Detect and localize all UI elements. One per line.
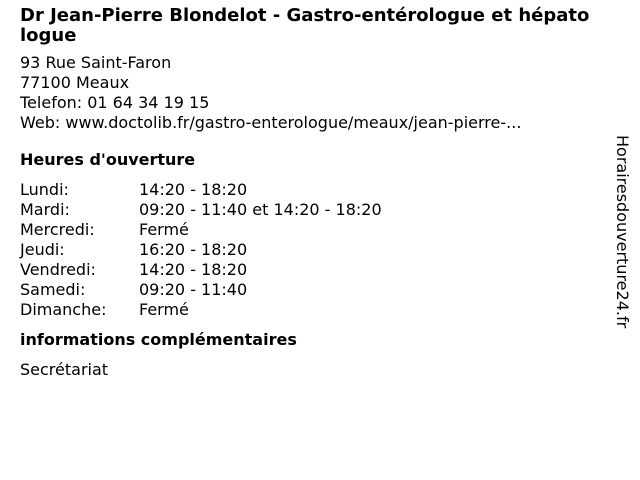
time-value: 16:20 - 18:20 [139, 240, 248, 259]
street-address: 93 Rue Saint-Faron [20, 53, 172, 72]
time-value: Fermé [139, 300, 189, 319]
time-value: Fermé [139, 220, 189, 239]
day-label: Vendredi: [20, 260, 96, 279]
day-label: Lundi: [20, 180, 69, 199]
watermark-container [610, 135, 634, 375]
hours-row-wednesday [20, 220, 590, 240]
time-value: 09:20 - 11:40 et 14:20 - 18:20 [139, 200, 382, 219]
site-watermark: Horairesdouverture24.fr [613, 135, 632, 329]
hours-row-friday [20, 260, 590, 280]
day-label: Samedi: [20, 280, 86, 299]
additional-info-heading: informations complémentaires [20, 330, 297, 349]
day-label: Mardi: [20, 200, 70, 219]
page-title: Dr Jean-Pierre Blondelot - Gastro-entérologue et hépatologue [20, 5, 590, 46]
day-label: Jeudi: [20, 240, 65, 259]
hours-row-tuesday [20, 200, 590, 220]
day-label: Mercredi: [20, 220, 95, 239]
phone-number: Telefon: 01 64 34 19 15 [20, 93, 210, 112]
city-postal: 77100 Meaux [20, 73, 130, 92]
time-value: 09:20 - 11:40 [139, 280, 248, 299]
address-block [20, 53, 590, 133]
hours-row-monday [20, 180, 590, 200]
website-link[interactable]: Web: www.doctolib.fr/gastro-enterologue/meaux/jean-pierre-... [20, 113, 522, 132]
hours-row-saturday [20, 280, 590, 300]
additional-info-text: Secrétariat [20, 360, 109, 379]
opening-hours-heading: Heures d'ouverture [20, 150, 196, 169]
time-value: 14:20 - 18:20 [139, 260, 248, 279]
time-value: 14:20 - 18:20 [139, 180, 248, 199]
hours-row-sunday [20, 300, 590, 320]
opening-hours-table [20, 180, 590, 320]
business-card [20, 6, 590, 380]
hours-row-thursday [20, 240, 590, 260]
day-label: Dimanche: [20, 300, 107, 319]
